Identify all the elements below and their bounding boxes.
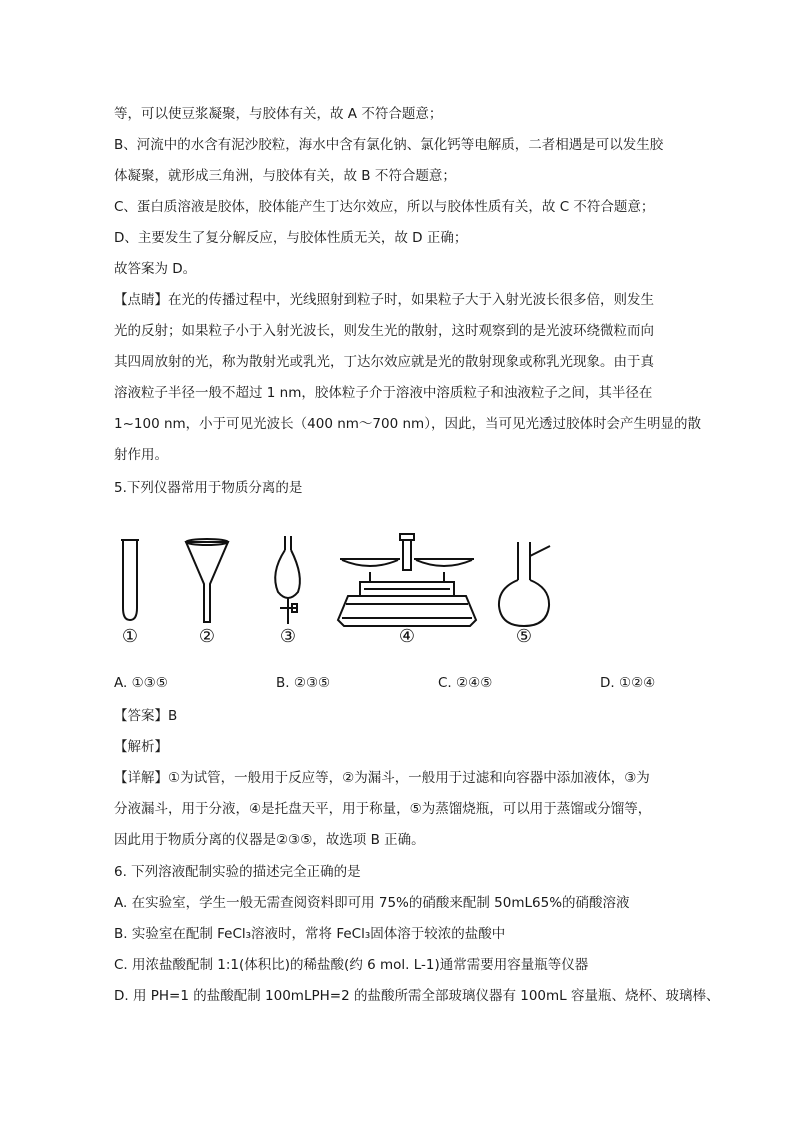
option-a: A. ①③⑤ — [114, 675, 168, 691]
option-b: B. ②③⑤ — [276, 675, 331, 691]
tip-paragraph: 【点睛】在光的传播过程中，光线照射到粒子时，如果粒子大于入射光波长很多倍，则发生 — [114, 292, 654, 308]
text-line: 射作用。 — [114, 447, 168, 463]
question-6-stem: 6. 下列溶液配制实验的描述完全正确的是 — [114, 864, 361, 880]
answer-line: 【答案】B — [114, 708, 178, 724]
text-line: B、河流中的水含有泥沙胶粒，海水中含有氯化钠、氯化钙等电解质，二者相遇是可以发生胶 — [114, 137, 664, 153]
question-6-option-a: A. 在实验室，学生一般无需查阅资料即可用 75%的硝酸来配制 50mL65%的硝酸溶液 — [114, 895, 630, 911]
figure-label-3: ③ — [279, 626, 297, 647]
balance-icon — [338, 534, 476, 626]
answer-options — [114, 675, 674, 695]
instruments-figure — [110, 528, 560, 650]
question-6-option-b: B. 实验室在配制 FeCl₃溶液时，常将 FeCl₃固体溶于较浓的盐酸中 — [114, 926, 506, 942]
option-c: C. ②④⑤ — [438, 675, 493, 691]
text-line: D、主要发生了复分解反应，与胶体性质无关，故 D 正确； — [114, 230, 468, 246]
text-line: 其四周放射的光，称为散射光或乳光，丁达尔效应就是光的散射现象或称乳光现象。由于真 — [114, 354, 654, 370]
text-line: 体凝聚，就形成三角洲，与胶体有关，故 B 不符合题意； — [114, 168, 456, 184]
figure-label-5: ⑤ — [515, 626, 533, 647]
separatory-funnel-icon — [275, 536, 300, 624]
question-6-option-c: C. 用浓盐酸配制 1:1(体积比)的稀盐酸(约 6 mol. L-1)通常需要用容量瓶等仪器 — [114, 957, 589, 973]
question-5-stem: 5.下列仪器常用于物质分离的是 — [114, 480, 303, 496]
figure-label-2: ② — [198, 626, 216, 647]
text-line: 溶液粒子半径一般不超过 1 nm，胶体粒子介于溶液中溶质粒子和浊液粒子之间，其半径在 — [114, 385, 653, 401]
figure-label-4: ④ — [398, 626, 416, 647]
text-line: 分液漏斗，用于分液，④是托盘天平，用于称量，⑤为蒸馏烧瓶，可以用于蒸馏或分馏等， — [114, 801, 652, 817]
distilling-flask-icon — [499, 542, 550, 626]
text-line: 因此用于物质分离的仪器是②③⑤，故选项 B 正确。 — [114, 832, 425, 848]
option-d: D. ①②④ — [600, 675, 656, 691]
detail-paragraph: 【详解】①为试管，一般用于反应等，②为漏斗，一般用于过滤和向容器中添加液体，③为 — [114, 770, 650, 786]
text-line: 等，可以使豆浆凝聚，与胶体有关，故 A 不符合题意； — [114, 106, 443, 122]
text-line: 光的反射；如果粒子小于入射光波长，则发生光的散射，这时观察到的是光波环绕微粒而向 — [114, 323, 654, 339]
text-line: C、蛋白质溶液是胶体，胶体能产生丁达尔效应，所以与胶体性质有关，故 C 不符合题意； — [114, 199, 655, 215]
analysis-heading: 【解析】 — [114, 739, 168, 755]
question-6-option-d: D. 用 PH=1 的盐酸配制 100mLPH=2 的盐酸所需全部玻璃仪器有 100mL 容量瓶、烧杯、玻璃棒、 — [114, 988, 720, 1004]
text-line: 1~100 nm，小于可见光波长（400 nm～700 nm），因此，当可见光透过胶体时会产生明显的散 — [114, 416, 701, 432]
funnel-icon — [186, 539, 228, 622]
test-tube-icon — [121, 540, 139, 620]
text-line: 故答案为 D。 — [114, 261, 197, 277]
figure-label-1: ① — [121, 626, 139, 647]
